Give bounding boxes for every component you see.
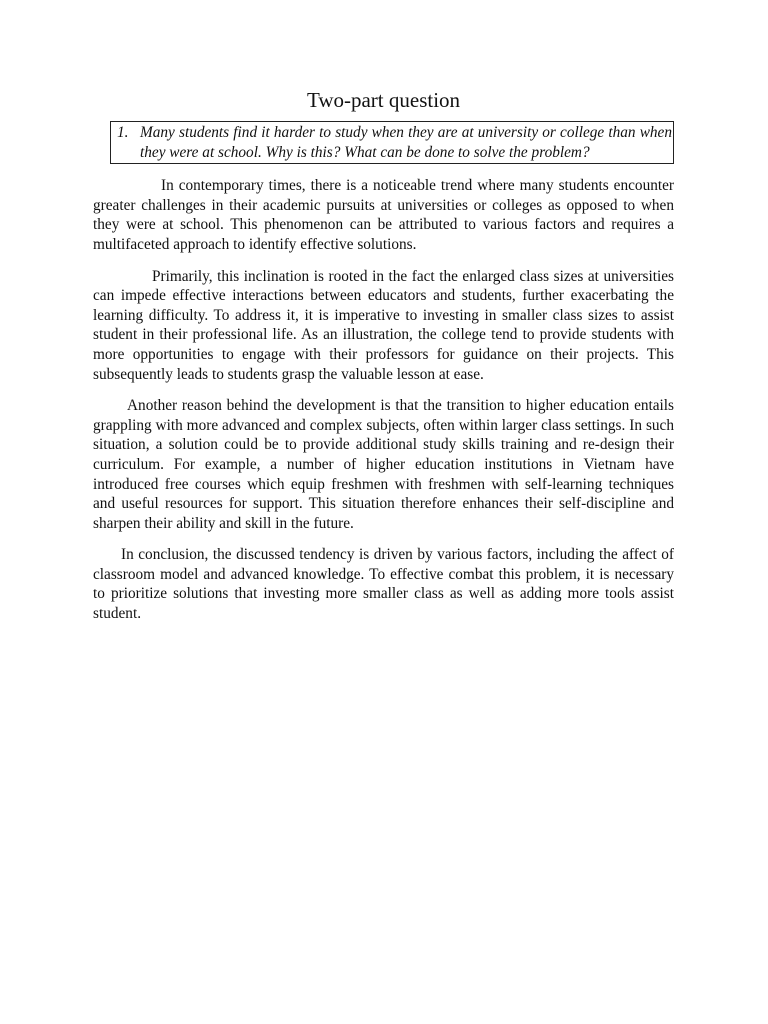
paragraph-body-2: Another reason behind the development is that the transition to higher education entails grappling with more advanced and complex subjects, often within larger class settings. In such situation, a solution could be to provide additional study skills training and re-design their curriculum. For example, a number of higher education institutions in Vietnam have introduced free courses which equip freshmen with freshmen with self-learning techniques and useful resources for support. This situation therefore enhances their self-discipline and sharpen their ability and skill in the future.	[93, 397, 674, 532]
paragraph-introduction: In contemporary times, there is a noticeable trend where many students encounter greater challenges in their academic pursuits at universities or colleges as opposed to when they were at school. This phenomenon can be attributed to various factors and requires a multifaceted approach to identify effective solutions.	[93, 177, 674, 253]
question-box	[110, 121, 674, 164]
document-title: Two-part question	[306, 88, 461, 112]
paragraph-body-1: Primarily, this inclination is rooted in the fact the enlarged class sizes at universities can impede effective interactions between educators and students, further exacerbating the learning difficulty. To address it, it is imperative to investing in smaller class sizes to assist student in their professional life. As an illustration, the college tend to provide students with more opportunities to engage with their professors for guidance on their projects. This subsequently leads to students grasp the valuable lesson at ease.	[93, 267, 674, 383]
question-number-column	[111, 123, 140, 162]
question-number: 1.	[117, 124, 129, 141]
paragraph-conclusion: In conclusion, the discussed tendency is driven by various factors, including the affect of classroom model and advanced knowledge. To effective combat this problem, it is necessary to prioritize solutions that investing more smaller class as well as adding more tools assist student.	[93, 546, 674, 623]
document-page	[93, 86, 674, 624]
question-text: Many students find it harder to study when they are at university or college than when they were at school. Why is this? What can be done to solve the problem?	[140, 124, 672, 161]
